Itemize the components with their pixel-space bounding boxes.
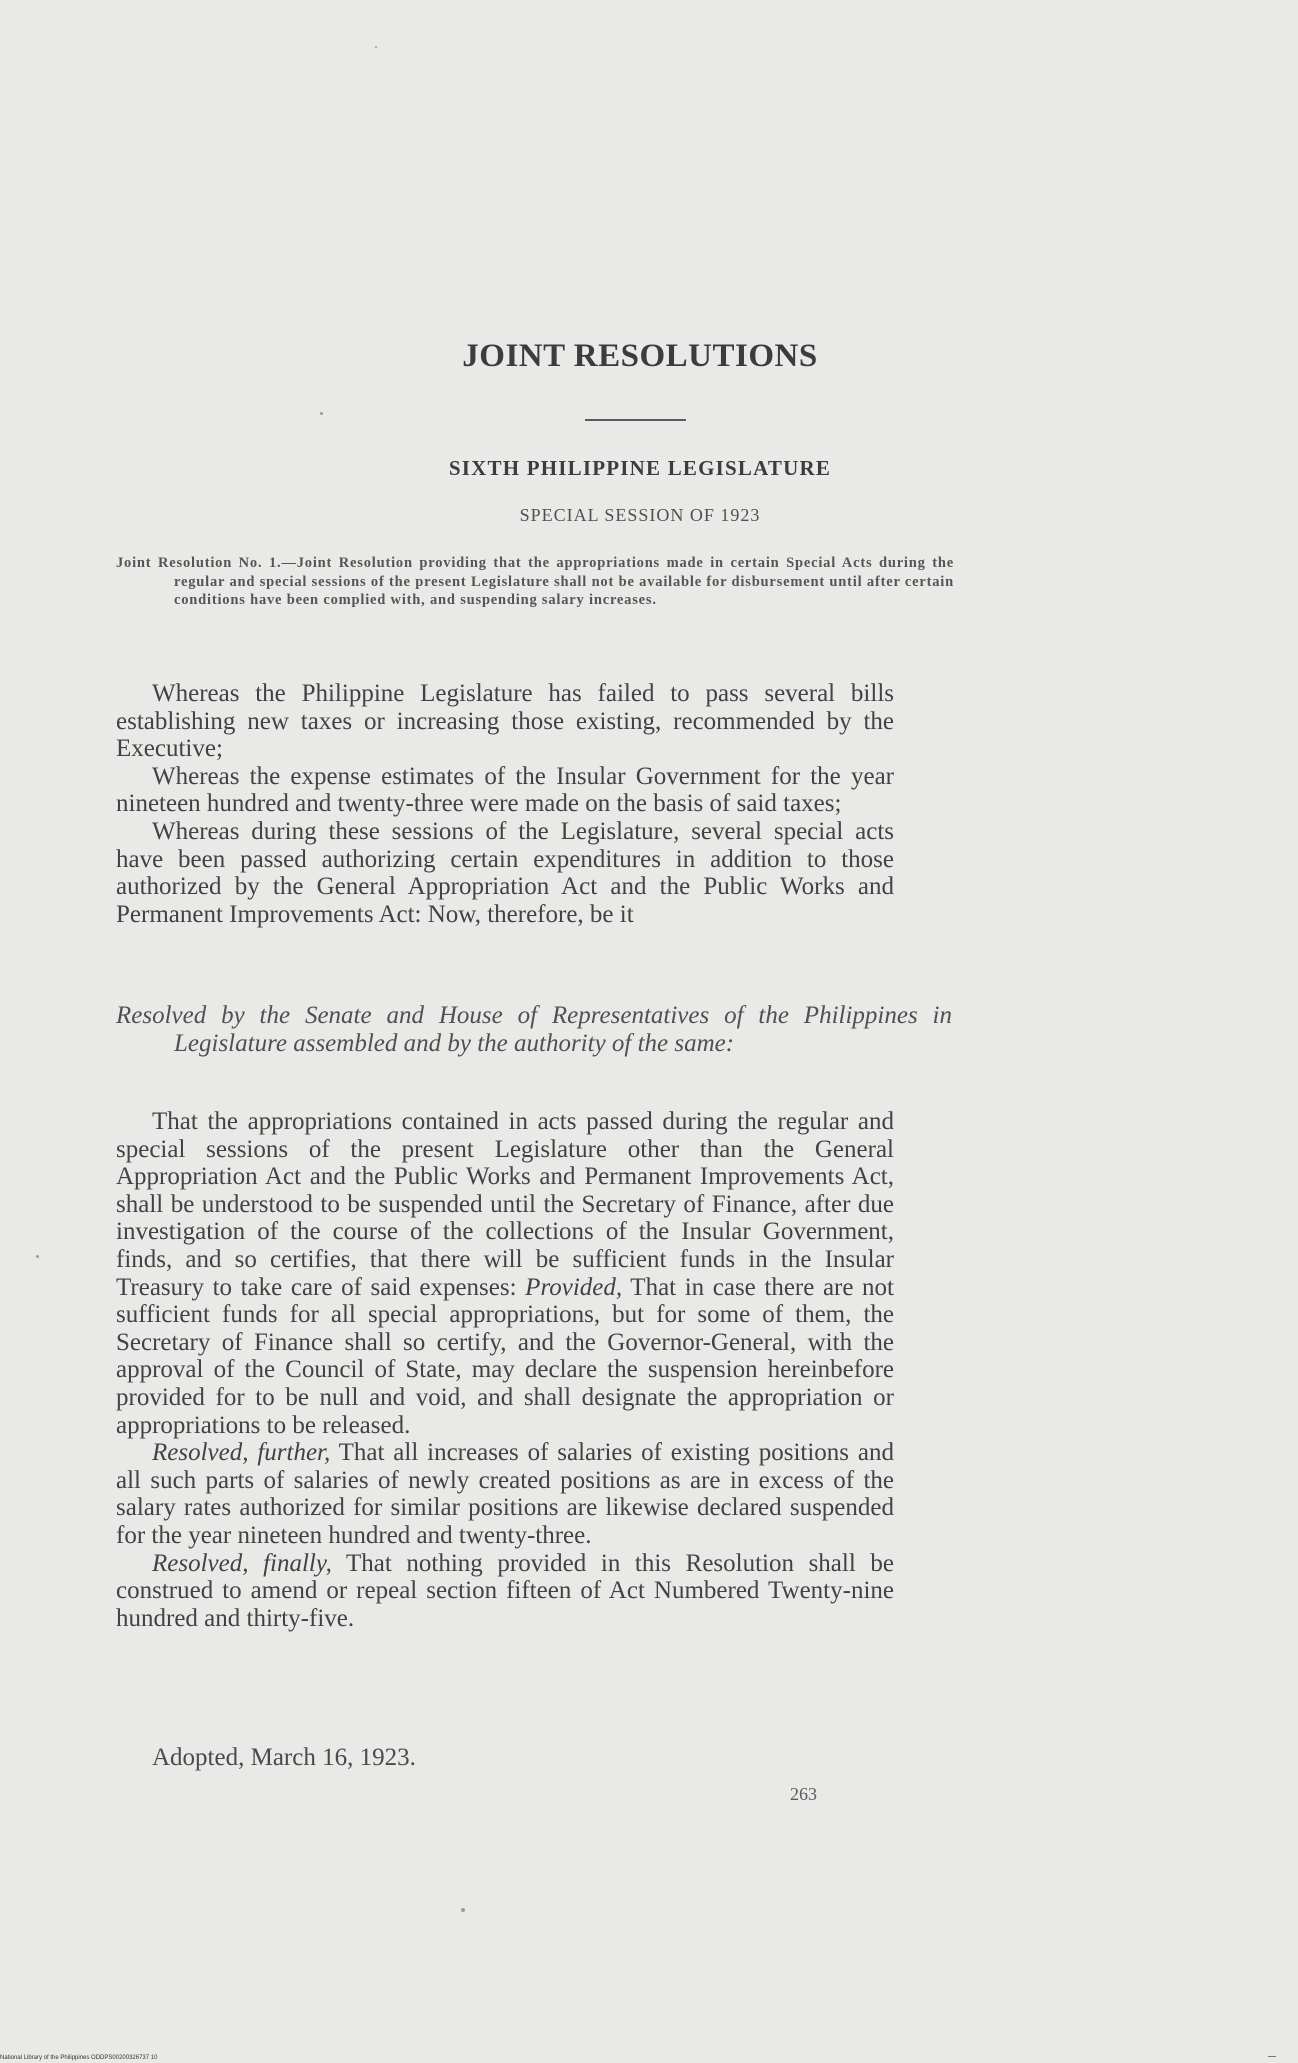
resolving-clause: Resolved by the Senate and House of Representatives of the Philippines in Legislature assembled and by the authority of the same: bbox=[116, 1002, 952, 1057]
whereas-clause: Whereas during these sessions of the Legislature, several special acts have been passed authorizing certain expenditures in addition to those authorized by the General Appropriation Act and the Public Works and Permanent Improvements Act: Now, therefore, be it bbox=[116, 817, 894, 928]
resolved-further-label: Resolved, further, bbox=[152, 1439, 331, 1467]
page-title: JOINT RESOLUTIONS bbox=[462, 338, 818, 374]
resolved-further-paragraph bbox=[116, 1439, 894, 1549]
page-number: 263 bbox=[790, 1784, 817, 1804]
operative-text: That the appropriations contained in acts passed during the regular and special sessions of the present Legislature other than the General Appropriation Act and the Public Works and Permanent Improvements Act, shall be understood to be suspended until the Secretary of Finance, after due investigation of the course of the collections of the Insular Government, finds, and so certifies, that there will be sufficient funds in the Insular Treasury to take care of said expenses: bbox=[116, 1108, 894, 1301]
adoption-date: Adopted, March 16, 1923. bbox=[152, 1744, 416, 1771]
scan-speck bbox=[320, 412, 323, 415]
scan-speck bbox=[375, 46, 377, 48]
title-divider bbox=[585, 419, 686, 421]
resolution-summary: Joint Resolution No. 1.—Joint Resolution providing that the appropriations made in certain Special Acts during the regular and special sessions of the present Legislature shall not be available for disbursement until after certain conditions have been complied with, and suspending salary increases. bbox=[116, 555, 954, 609]
whereas-clause: Whereas the expense estimates of the Insular Government for the year nineteen hundred and twenty-three were made on the basis of said taxes; bbox=[116, 762, 894, 818]
operative-paragraph bbox=[116, 1108, 894, 1439]
resolved-further-text: That all increases of salaries of existing positions and all such parts of salaries of newly created positions as are in excess of the salary rates authorized for similar positions are likewise declared suspended for the year nineteen hundred and twenty-three. bbox=[116, 1439, 894, 1549]
scan-footer: National Library of the Philippines ODDPS00200326737 10 bbox=[0, 2055, 158, 2061]
session-heading: SPECIAL SESSION OF 1923 bbox=[519, 505, 761, 525]
scan-speck bbox=[461, 1908, 465, 1912]
resolved-finally-text: That nothing provided in this Resolution shall be construed to amend or repeal section fifteen of Act Numbered Twenty-nine hundred and thirty-five. bbox=[116, 1549, 894, 1632]
preamble bbox=[116, 680, 894, 928]
legislature-heading: SIXTH PHILIPPINE LEGISLATURE bbox=[448, 456, 832, 480]
proviso-label: Provided, bbox=[525, 1273, 623, 1301]
resolved-finally-paragraph bbox=[116, 1550, 894, 1633]
scan-corner-mark bbox=[1268, 2056, 1276, 2057]
resolved-finally-label: Resolved, finally, bbox=[152, 1549, 332, 1577]
scan-speck bbox=[36, 1255, 39, 1258]
whereas-clause: Whereas the Philippine Legislature has failed to pass several bills establishing new taxes or increasing those existing, recommended by the Executive; bbox=[116, 680, 894, 763]
operative-text: That in case there are not sufficient funds for all special appropriations, but for some of them, the Secretary of Finance shall so certify, and the Governor-General, with the approval of the Council of State, may declare the suspension hereinbefore provided for to be null and void, and shall designate the appropriation or appropriations to be released. bbox=[116, 1273, 895, 1439]
operative-section bbox=[116, 1108, 894, 1632]
